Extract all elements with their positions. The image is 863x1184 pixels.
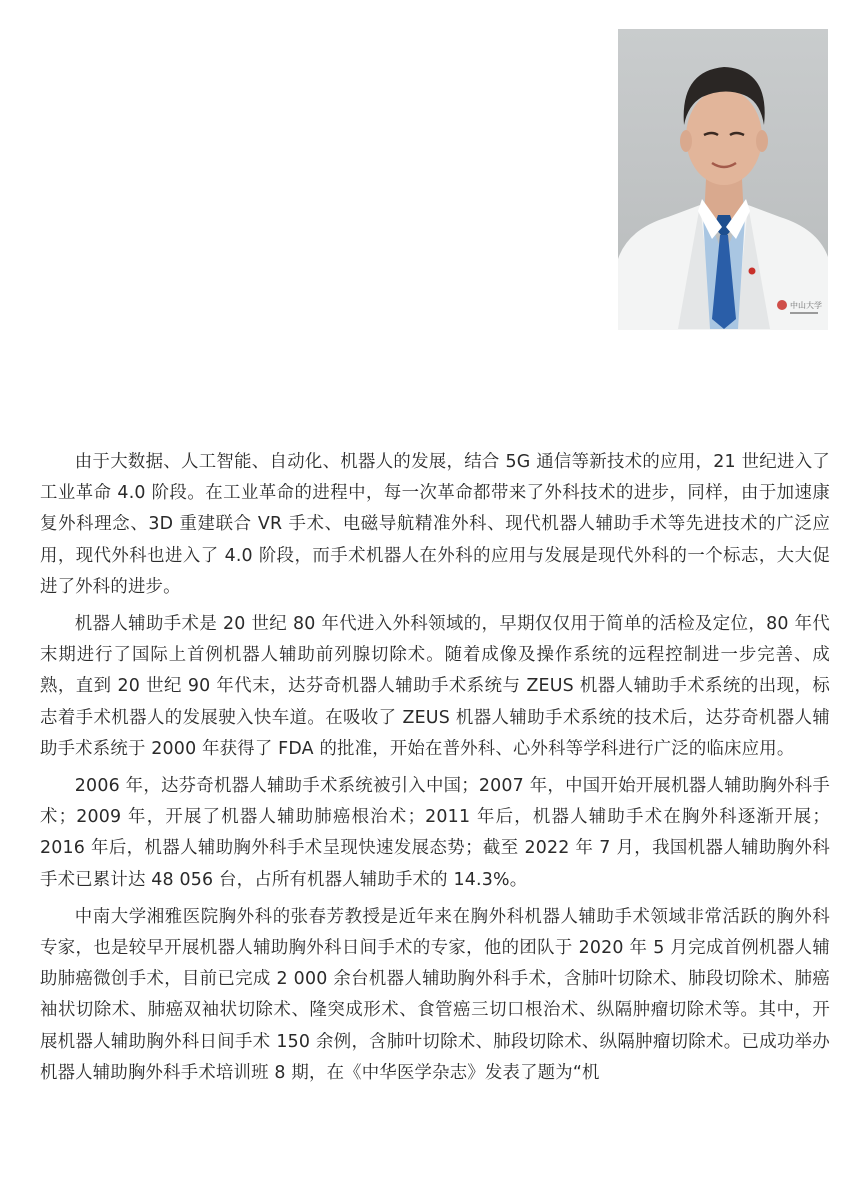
paragraph: 2006 年，达芬奇机器人辅助手术系统被引入中国；2007 年，中国开始开展机器人辅助胸外科手术；2009 年，开展了机器人辅助肺癌根治术；2011 年后，机器人辅助手术在胸外科逐渐开展；2016 年后，机器人辅助胸外科手术呈现快速发展态势；截至 2022 年 7 月，我国机器人辅助胸外科手术已累计达 48 056 台，占所有机器人辅助手术的 14.3%。 <box>40 776 830 890</box>
portrait-illustration <box>618 29 828 330</box>
paragraph: 由于大数据、人工智能、自动化、机器人的发展，结合 5G 通信等新技术的应用，21 世纪进入了工业革命 4.0 阶段。在工业革命的进程中，每一次革命都带来了外科技术的进步，同样，由于加速康复外科理念、3D 重建联合 VR 手术、电磁导航精准外科、现代机器人辅助手术等先进技术的广泛应用，现代外科也进入了 4.0 阶段，而手术机器人在外科的应用与发展是现代外科的一个标志，大大促进了外科的进步。 <box>40 452 830 597</box>
author-portrait <box>618 29 828 330</box>
paragraph: 中南大学湘雅医院胸外科的张春芳教授是近年来在胸外科机器人辅助手术领域非常活跃的胸外科专家，也是较早开展机器人辅助胸外科日间手术的专家，他的团队于 2020 年 5 月完成首例机器人辅助肺癌微创手术，目前已完成 2 000 余台机器人辅助胸外科手术，含肺叶切除术、肺段切除术、肺癌袖状切除术、肺癌双袖状切除术、隆突成形术、食管癌三切口根治术、纵隔肿瘤切除术等。其中，开展机器人辅助胸外科日间手术 150 余例，含肺叶切除术、肺段切除术、纵隔肿瘤切除术。已成功举办机器人辅助胸外科手术培训班 8 期，在《中华医学杂志》发表了题为“机 <box>40 906 830 1083</box>
paragraph: 机器人辅助手术是 20 世纪 80 年代进入外科领域的，早期仅仅用于简单的活检及定位，80 年代末期进行了国际上首例机器人辅助前列腺切除术。随着成像及操作系统的远程控制进一步完善、成熟，直到 20 世纪 90 年代末，达芬奇机器人辅助手术系统与 ZEUS 机器人辅助手术系统的出现，标志着手术机器人的发展驶入快车道。在吸收了 ZEUS 机器人辅助手术系统的技术后，达芬奇机器人辅助手术系统于 2000 年获得了 FDA 的批准，开始在普外科、心外科等学科进行广泛的临床应用。 <box>40 614 830 759</box>
article-body <box>40 447 830 1095</box>
badge-text: 中山大学 <box>790 301 822 310</box>
